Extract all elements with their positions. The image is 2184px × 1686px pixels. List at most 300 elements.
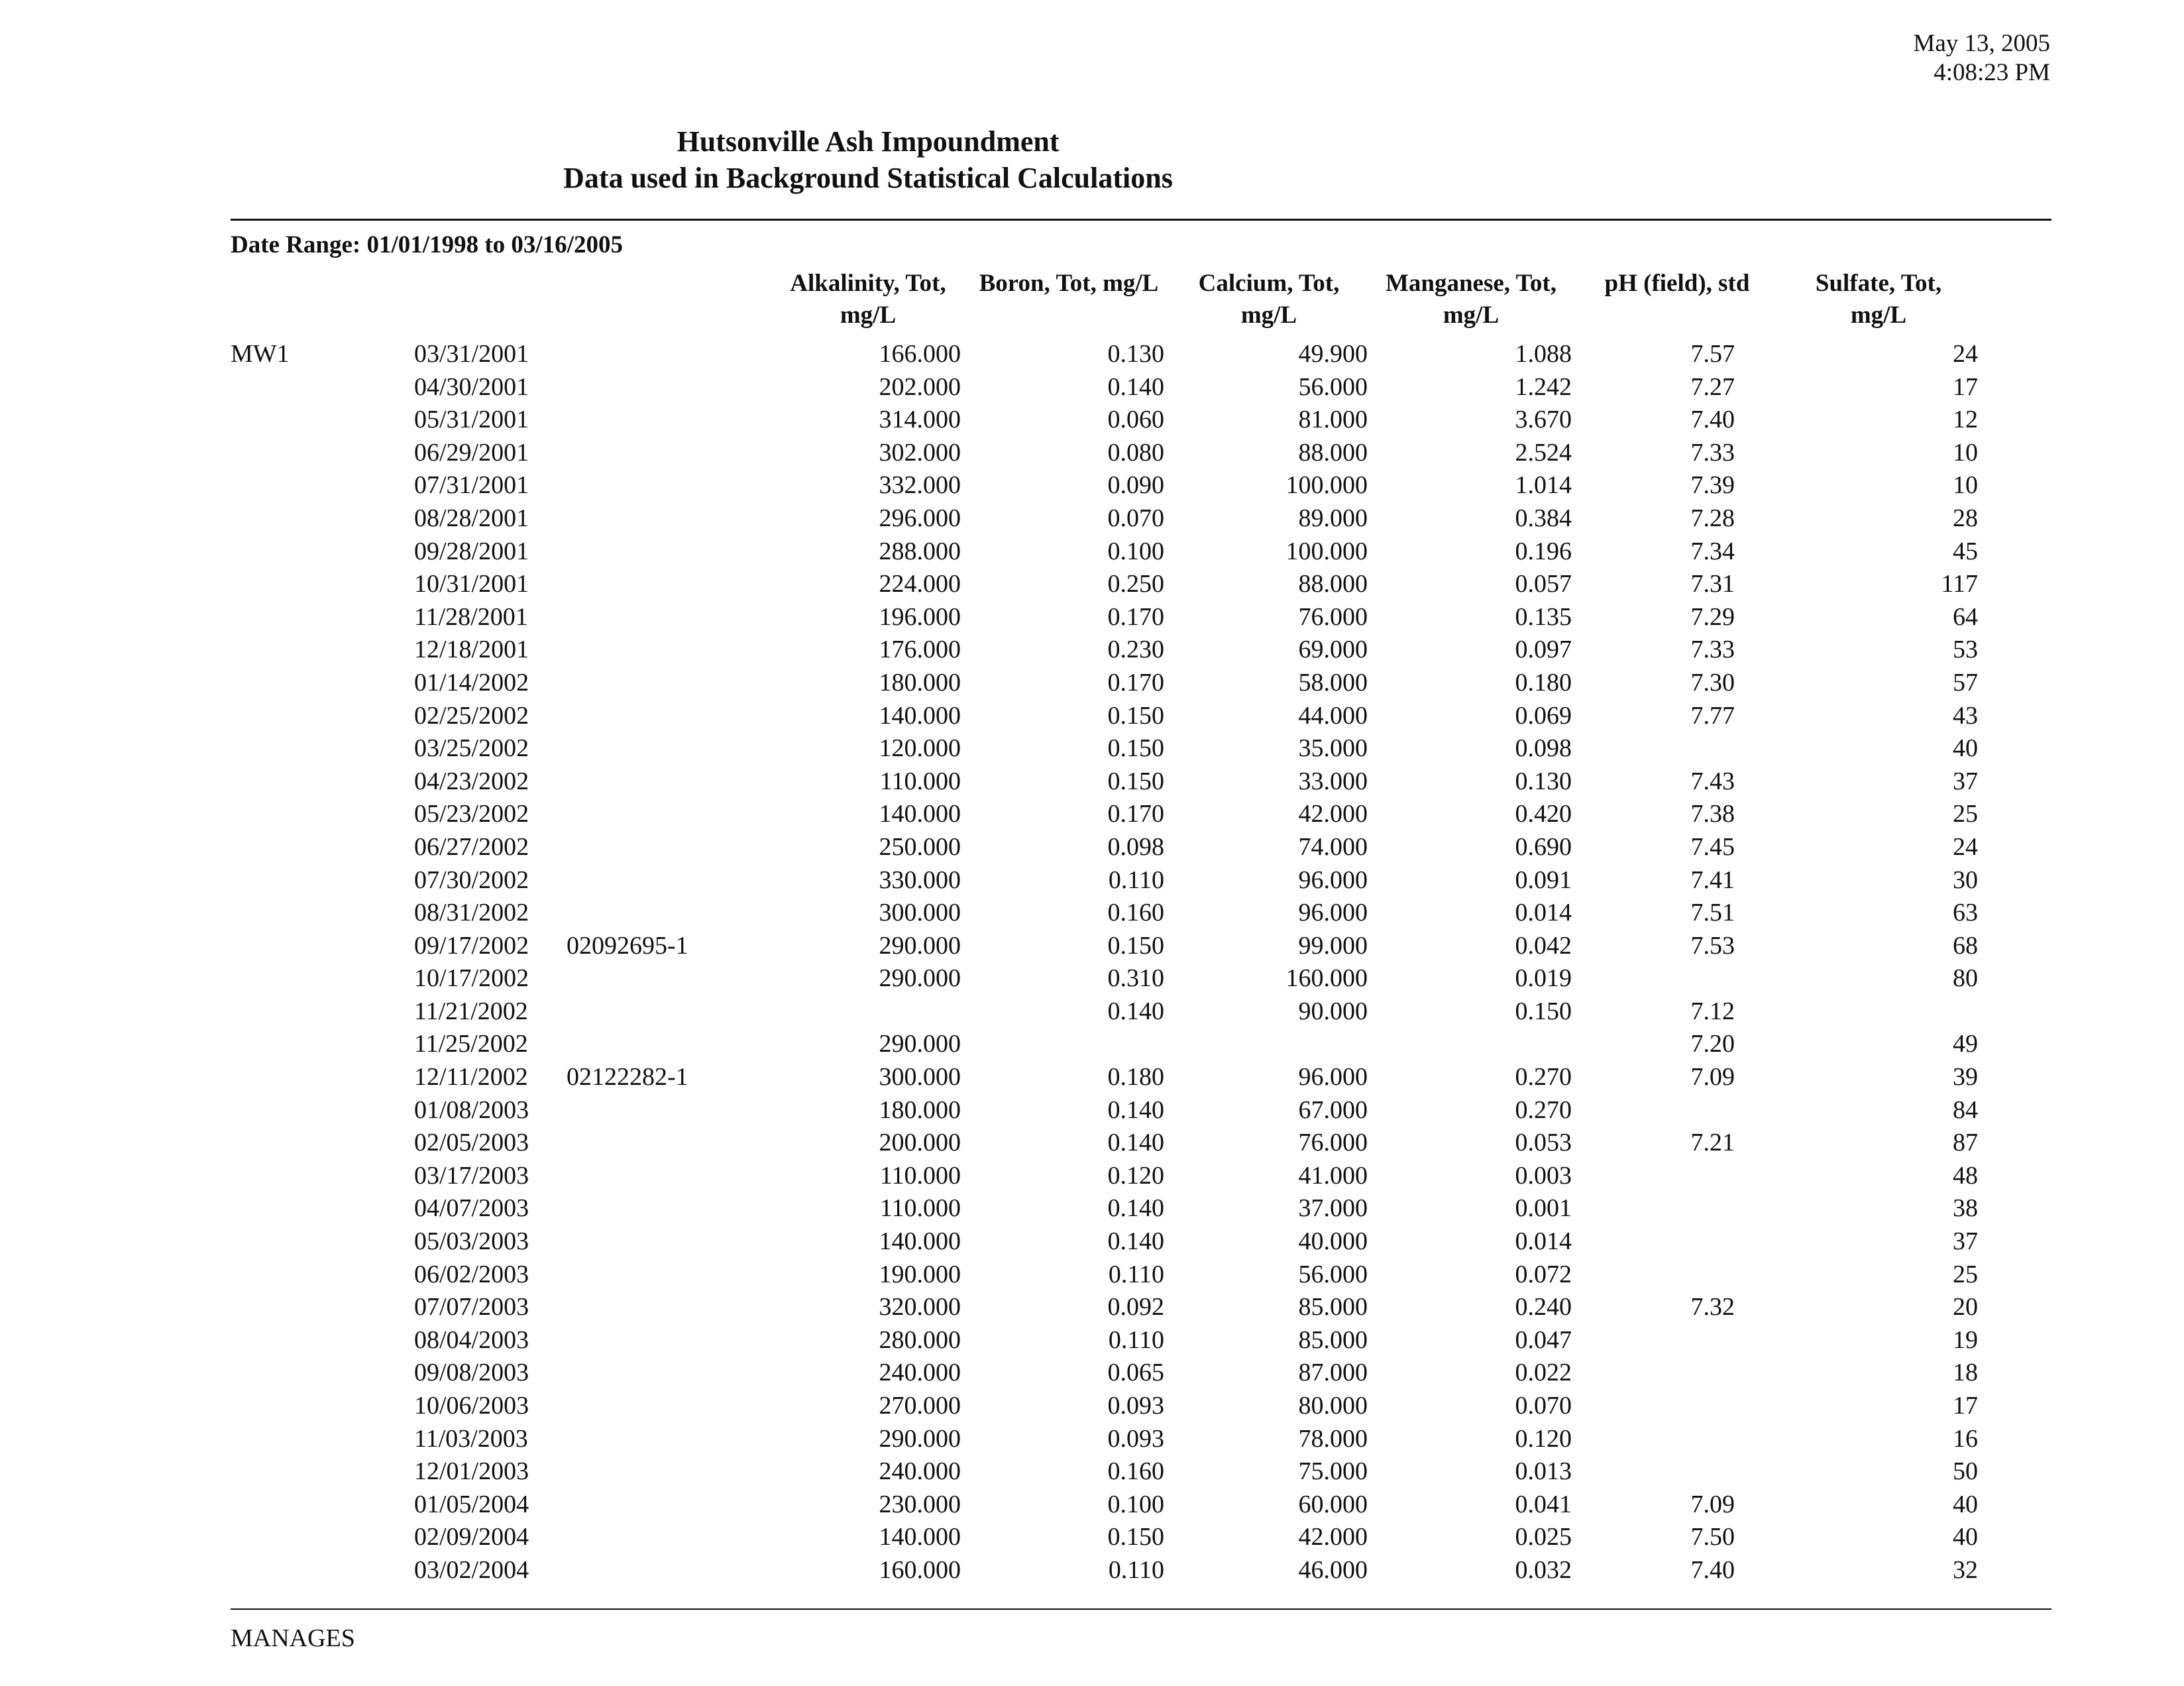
ph-value: 7.39 (1690, 471, 1735, 500)
table-row (0, 732, 2184, 765)
sulfate-value: 38 (1953, 1194, 1978, 1223)
table-row (0, 1324, 2184, 1357)
calcium-value: 90.000 (1298, 997, 1368, 1025)
boron-value: 0.140 (1107, 1129, 1164, 1157)
ph-value: 7.12 (1690, 997, 1735, 1025)
manganese-value: 0.240 (1515, 1293, 1572, 1321)
sample-date: 07/31/2001 (414, 471, 529, 500)
table-row (0, 1094, 2184, 1127)
alkalinity-value: 140.000 (879, 800, 961, 828)
ph-value: 7.33 (1690, 636, 1735, 664)
table-row (0, 930, 2184, 963)
ph-value: 7.33 (1690, 438, 1735, 467)
sulfate-value: 32 (1953, 1555, 1978, 1584)
boron-value: 0.110 (1108, 1325, 1164, 1354)
manganese-value: 0.270 (1515, 1096, 1572, 1124)
table-row (0, 962, 2184, 995)
sulfate-value: 25 (1953, 800, 1978, 828)
sample-date: 12/18/2001 (414, 636, 529, 664)
calcium-value: 56.000 (1298, 372, 1368, 401)
boron-value: 0.098 (1107, 832, 1164, 861)
boron-value: 0.140 (1107, 1227, 1164, 1256)
ph-value: 7.28 (1690, 504, 1735, 532)
table-row (0, 1192, 2184, 1225)
sample-date: 08/28/2001 (414, 504, 529, 532)
column-header-boron: Boron, Tot, mg/L (979, 270, 1159, 297)
sulfate-value: 64 (1953, 602, 1978, 631)
calcium-value: 42.000 (1298, 1523, 1368, 1551)
boron-value: 0.093 (1107, 1424, 1164, 1453)
sulfate-value: 40 (1953, 1523, 1978, 1551)
sample-date: 04/30/2001 (414, 372, 529, 401)
manganese-value: 0.014 (1515, 1227, 1572, 1256)
manganese-value: 0.098 (1515, 734, 1572, 763)
alkalinity-value: 300.000 (879, 1063, 961, 1092)
sulfate-value: 87 (1953, 1129, 1978, 1157)
sulfate-value: 17 (1953, 372, 1978, 401)
column-header-sulfate: Sulfate, Tot, mg/L (1815, 270, 1942, 329)
alkalinity-value: 280.000 (879, 1325, 961, 1354)
sulfate-value: 50 (1953, 1457, 1978, 1486)
column-header-ph: pH (field), std (1604, 270, 1750, 297)
manganese-value: 0.003 (1515, 1161, 1572, 1190)
table-row (0, 568, 2184, 601)
manganese-value: 0.053 (1515, 1129, 1572, 1157)
table-row (0, 1390, 2184, 1423)
boron-value: 0.150 (1107, 734, 1164, 763)
boron-value: 0.092 (1107, 1293, 1164, 1321)
sulfate-value: 40 (1953, 734, 1978, 763)
sample-date: 04/07/2003 (414, 1194, 529, 1223)
alkalinity-value: 180.000 (879, 668, 961, 697)
manganese-value: 0.047 (1515, 1325, 1572, 1354)
alkalinity-value: 240.000 (879, 1359, 961, 1387)
sulfate-value: 30 (1953, 866, 1978, 894)
calcium-value: 96.000 (1298, 1063, 1368, 1092)
calcium-value: 81.000 (1298, 406, 1368, 434)
table-row (0, 469, 2184, 502)
calcium-value: 80.000 (1298, 1392, 1368, 1420)
column-header-manganese: Manganese, Tot, mg/L (1385, 270, 1556, 329)
table-row (0, 897, 2184, 930)
sulfate-value: 24 (1953, 832, 1978, 861)
sulfate-value: 39 (1953, 1063, 1978, 1092)
table-row (0, 864, 2184, 897)
table-row (0, 700, 2184, 733)
ph-value: 7.43 (1690, 767, 1735, 795)
calcium-value: 100.000 (1285, 537, 1368, 565)
ph-value: 7.57 (1690, 340, 1735, 368)
alkalinity-value: 330.000 (879, 866, 961, 894)
footer-label: MANAGES (231, 1624, 355, 1652)
table-row (0, 1160, 2184, 1193)
table-row (0, 765, 2184, 799)
table-row (0, 1225, 2184, 1259)
boron-value: 0.140 (1107, 1096, 1164, 1124)
alkalinity-value: 224.000 (879, 570, 961, 598)
header-rule (231, 219, 2051, 221)
sulfate-value: 63 (1953, 899, 1978, 927)
calcium-value: 99.000 (1298, 931, 1368, 960)
manganese-value: 0.097 (1515, 636, 1572, 664)
alkalinity-value: 290.000 (879, 931, 961, 960)
calcium-value: 56.000 (1298, 1260, 1368, 1288)
manganese-value: 1.014 (1515, 471, 1572, 500)
boron-value: 0.090 (1107, 471, 1164, 500)
sample-date: 04/23/2002 (414, 767, 529, 795)
ph-value: 7.53 (1690, 931, 1735, 960)
calcium-value: 67.000 (1298, 1096, 1368, 1124)
sulfate-value: 10 (1953, 471, 1978, 500)
sample-date: 10/17/2002 (414, 964, 529, 993)
report-title (0, 123, 1736, 196)
boron-value: 0.140 (1107, 1194, 1164, 1223)
alkalinity-value: 270.000 (879, 1392, 961, 1420)
boron-value: 0.150 (1107, 931, 1164, 960)
table-row (0, 1028, 2184, 1061)
sample-date: 05/03/2003 (414, 1227, 529, 1256)
calcium-value: 35.000 (1298, 734, 1368, 763)
manganese-value: 0.019 (1515, 964, 1572, 993)
calcium-value: 78.000 (1298, 1424, 1368, 1453)
boron-value: 0.150 (1107, 701, 1164, 730)
ph-value: 7.27 (1690, 372, 1735, 401)
manganese-value: 3.670 (1515, 406, 1572, 434)
sulfate-value: 40 (1953, 1490, 1978, 1518)
ph-value: 7.34 (1690, 537, 1735, 565)
boron-value: 0.110 (1108, 1555, 1164, 1584)
manganese-value: 0.022 (1515, 1359, 1572, 1387)
boron-value: 0.100 (1107, 537, 1164, 565)
manganese-value: 0.130 (1515, 767, 1572, 795)
sulfate-value: 10 (1953, 438, 1978, 467)
manganese-value: 0.690 (1515, 832, 1572, 861)
sample-date: 06/29/2001 (414, 438, 529, 467)
ph-value: 7.50 (1690, 1523, 1735, 1551)
manganese-value: 0.135 (1515, 602, 1572, 631)
alkalinity-value: 240.000 (879, 1457, 961, 1486)
sample-date: 09/28/2001 (414, 537, 529, 565)
ph-value: 7.29 (1690, 602, 1735, 631)
alkalinity-value: 140.000 (879, 1227, 961, 1256)
sample-date: 11/25/2002 (414, 1030, 528, 1058)
calcium-value: 42.000 (1298, 800, 1368, 828)
alkalinity-value: 230.000 (879, 1490, 961, 1518)
sulfate-value: 28 (1953, 504, 1978, 532)
manganese-value: 0.270 (1515, 1063, 1572, 1092)
sulfate-value: 12 (1953, 406, 1978, 434)
manganese-value: 0.420 (1515, 800, 1572, 828)
alkalinity-value: 202.000 (879, 372, 961, 401)
table-row (0, 1423, 2184, 1456)
boron-value: 0.140 (1107, 372, 1164, 401)
boron-value: 0.250 (1107, 570, 1164, 598)
title-line-1: Hutsonville Ash Impoundment (677, 125, 1060, 158)
table-row (0, 404, 2184, 437)
ph-value: 7.51 (1690, 899, 1735, 927)
boron-value: 0.170 (1107, 602, 1164, 631)
calcium-value: 96.000 (1298, 899, 1368, 927)
boron-value: 0.070 (1107, 504, 1164, 532)
sample-date: 08/04/2003 (414, 1325, 529, 1354)
sample-date: 06/02/2003 (414, 1260, 529, 1288)
lab-id: 02092695-1 (567, 931, 688, 960)
calcium-value: 85.000 (1298, 1325, 1368, 1354)
sample-date: 01/14/2002 (414, 668, 529, 697)
manganese-value: 0.196 (1515, 537, 1572, 565)
calcium-value: 33.000 (1298, 767, 1368, 795)
sample-date: 02/25/2002 (414, 701, 529, 730)
sample-date: 09/08/2003 (414, 1359, 529, 1387)
alkalinity-value: 300.000 (879, 899, 961, 927)
manganese-value: 0.001 (1515, 1194, 1572, 1223)
boron-value: 0.130 (1107, 340, 1164, 368)
table-row (0, 437, 2184, 470)
ph-value: 7.41 (1690, 866, 1735, 894)
table-row (0, 1554, 2184, 1587)
alkalinity-value: 332.000 (879, 471, 961, 500)
manganese-value: 0.025 (1515, 1523, 1572, 1551)
alkalinity-value: 250.000 (879, 832, 961, 861)
sulfate-value: 117 (1941, 570, 1978, 598)
alkalinity-value: 302.000 (879, 438, 961, 467)
table-row (0, 338, 2184, 371)
manganese-value: 0.042 (1515, 931, 1572, 960)
sample-date: 05/23/2002 (414, 800, 529, 828)
manganese-value: 0.070 (1515, 1392, 1572, 1420)
manganese-value: 0.384 (1515, 504, 1572, 532)
sulfate-value: 16 (1953, 1424, 1978, 1453)
ph-value: 7.20 (1690, 1030, 1735, 1058)
boron-value: 0.150 (1107, 1523, 1164, 1551)
report-time: 4:08:23 PM (1934, 59, 2050, 86)
sulfate-value: 17 (1953, 1392, 1978, 1420)
alkalinity-value: 288.000 (879, 537, 961, 565)
sulfate-value: 25 (1953, 1260, 1978, 1288)
sulfate-value: 45 (1953, 537, 1978, 565)
table-row (0, 535, 2184, 569)
calcium-value: 44.000 (1298, 701, 1368, 730)
sample-date: 10/31/2001 (414, 570, 529, 598)
alkalinity-value: 190.000 (879, 1260, 961, 1288)
alkalinity-value: 296.000 (879, 504, 961, 532)
calcium-value: 37.000 (1298, 1194, 1368, 1223)
manganese-value: 0.057 (1515, 570, 1572, 598)
boron-value: 0.170 (1107, 800, 1164, 828)
manganese-value: 0.013 (1515, 1457, 1572, 1486)
sample-date: 08/31/2002 (414, 899, 529, 927)
boron-value: 0.120 (1107, 1161, 1164, 1190)
sample-date: 07/07/2003 (414, 1293, 529, 1321)
sulfate-value: 37 (1953, 1227, 1978, 1256)
sulfate-value: 43 (1953, 701, 1978, 730)
boron-value: 0.140 (1107, 997, 1164, 1025)
sample-date: 09/17/2002 (414, 931, 529, 960)
sulfate-value: 18 (1953, 1359, 1978, 1387)
boron-value: 0.060 (1107, 406, 1164, 434)
sample-date: 01/08/2003 (414, 1096, 529, 1124)
data-table-body (0, 338, 2184, 1587)
alkalinity-value: 166.000 (879, 340, 961, 368)
calcium-value: 46.000 (1298, 1555, 1368, 1584)
manganese-value: 0.091 (1515, 866, 1572, 894)
ph-value: 7.38 (1690, 800, 1735, 828)
sample-date: 07/30/2002 (414, 866, 529, 894)
calcium-value: 87.000 (1298, 1359, 1368, 1387)
calcium-value: 75.000 (1298, 1457, 1368, 1486)
report-date: May 13, 2005 (1913, 30, 2050, 57)
manganese-value: 0.014 (1515, 899, 1572, 927)
calcium-value: 69.000 (1298, 636, 1368, 664)
ph-value: 7.09 (1690, 1490, 1735, 1518)
boron-value: 0.230 (1107, 636, 1164, 664)
table-row (0, 1489, 2184, 1522)
alkalinity-value: 110.000 (879, 1161, 961, 1190)
boron-value: 0.065 (1107, 1359, 1164, 1387)
alkalinity-value: 200.000 (879, 1129, 961, 1157)
calcium-value: 76.000 (1298, 602, 1368, 631)
alkalinity-value: 290.000 (879, 964, 961, 993)
manganese-value: 2.524 (1515, 438, 1572, 467)
boron-value: 0.180 (1107, 1063, 1164, 1092)
alkalinity-value: 180.000 (879, 1096, 961, 1124)
table-row (0, 995, 2184, 1029)
sample-date: 12/11/2002 (414, 1063, 528, 1092)
sulfate-value: 24 (1953, 340, 1978, 368)
sulfate-value: 49 (1953, 1030, 1978, 1058)
table-row (0, 798, 2184, 831)
table-row (0, 1291, 2184, 1324)
calcium-value: 160.000 (1285, 964, 1368, 993)
ph-value: 7.40 (1690, 406, 1735, 434)
manganese-value: 0.180 (1515, 668, 1572, 697)
sample-date: 02/05/2003 (414, 1129, 529, 1157)
sulfate-value: 53 (1953, 636, 1978, 664)
table-row (0, 502, 2184, 535)
sample-date: 03/31/2001 (414, 340, 529, 368)
table-row (0, 667, 2184, 700)
date-range: Date Range: 01/01/1998 to 03/16/2005 (231, 231, 623, 258)
ph-value: 7.32 (1690, 1293, 1735, 1321)
alkalinity-value: 140.000 (879, 701, 961, 730)
boron-value: 0.110 (1108, 1260, 1164, 1288)
sample-date: 03/17/2003 (414, 1161, 529, 1190)
table-row (0, 1061, 2184, 1094)
sample-date: 10/06/2003 (414, 1392, 529, 1420)
sample-date: 11/21/2002 (414, 997, 528, 1025)
sulfate-value: 37 (1953, 767, 1978, 795)
manganese-value: 0.150 (1515, 997, 1572, 1025)
boron-value: 0.160 (1107, 899, 1164, 927)
lab-id: 02122282-1 (567, 1063, 688, 1092)
well-id: MW1 (231, 340, 290, 368)
calcium-value: 74.000 (1298, 832, 1368, 861)
table-row (0, 371, 2184, 404)
calcium-value: 88.000 (1298, 570, 1368, 598)
alkalinity-value: 160.000 (879, 1555, 961, 1584)
calcium-value: 100.000 (1285, 471, 1368, 500)
title-line-2: Data used in Background Statistical Calculations (563, 162, 1173, 194)
footer-rule (231, 1608, 2051, 1610)
calcium-value: 40.000 (1298, 1227, 1368, 1256)
ph-value: 7.30 (1690, 668, 1735, 697)
alkalinity-value: 196.000 (879, 602, 961, 631)
calcium-value: 88.000 (1298, 438, 1368, 467)
calcium-value: 58.000 (1298, 668, 1368, 697)
table-row (0, 1259, 2184, 1292)
table-row (0, 1455, 2184, 1489)
calcium-value: 89.000 (1298, 504, 1368, 532)
sulfate-value: 48 (1953, 1161, 1978, 1190)
manganese-value: 0.032 (1515, 1555, 1572, 1584)
calcium-value: 41.000 (1298, 1161, 1368, 1190)
alkalinity-value: 176.000 (879, 636, 961, 664)
sulfate-value: 80 (1953, 964, 1978, 993)
report-timestamp (1913, 29, 2050, 87)
boron-value: 0.170 (1107, 668, 1164, 697)
alkalinity-value: 120.000 (879, 734, 961, 763)
sample-date: 03/02/2004 (414, 1555, 529, 1584)
column-header-alkalinity: Alkalinity, Tot, mg/L (790, 270, 946, 329)
alkalinity-value: 140.000 (879, 1523, 961, 1551)
sulfate-value: 84 (1953, 1096, 1978, 1124)
sample-date: 03/25/2002 (414, 734, 529, 763)
sample-date: 11/28/2001 (414, 602, 528, 631)
manganese-value: 0.041 (1515, 1490, 1572, 1518)
alkalinity-value: 320.000 (879, 1293, 961, 1321)
boron-value: 0.100 (1107, 1490, 1164, 1518)
manganese-value: 1.088 (1515, 340, 1572, 368)
manganese-value: 0.120 (1515, 1424, 1572, 1453)
calcium-value: 85.000 (1298, 1293, 1368, 1321)
sulfate-value: 68 (1953, 931, 1978, 960)
table-row (0, 601, 2184, 634)
calcium-value: 49.900 (1298, 340, 1368, 368)
table-row (0, 634, 2184, 667)
boron-value: 0.093 (1107, 1392, 1164, 1420)
sample-date: 11/03/2003 (414, 1424, 528, 1453)
sulfate-value: 57 (1953, 668, 1978, 697)
sample-date: 06/27/2002 (414, 832, 529, 861)
sample-date: 01/05/2004 (414, 1490, 529, 1518)
alkalinity-value: 290.000 (879, 1424, 961, 1453)
ph-value: 7.45 (1690, 832, 1735, 861)
sulfate-value: 20 (1953, 1293, 1978, 1321)
table-row (0, 1357, 2184, 1390)
ph-value: 7.31 (1690, 570, 1735, 598)
boron-value: 0.150 (1107, 767, 1164, 795)
alkalinity-value: 290.000 (879, 1030, 961, 1058)
table-row (0, 1127, 2184, 1160)
column-header-calcium: Calcium, Tot, mg/L (1198, 270, 1340, 329)
boron-value: 0.080 (1107, 438, 1164, 467)
table-row (0, 1521, 2184, 1554)
alkalinity-value: 110.000 (879, 767, 961, 795)
boron-value: 0.160 (1107, 1457, 1164, 1486)
ph-value: 7.21 (1690, 1129, 1735, 1157)
sample-date: 02/09/2004 (414, 1523, 529, 1551)
calcium-value: 96.000 (1298, 866, 1368, 894)
sample-date: 12/01/2003 (414, 1457, 529, 1486)
calcium-value: 76.000 (1298, 1129, 1368, 1157)
sample-date: 05/31/2001 (414, 406, 529, 434)
calcium-value: 60.000 (1298, 1490, 1368, 1518)
ph-value: 7.77 (1690, 701, 1735, 730)
boron-value: 0.110 (1108, 866, 1164, 894)
alkalinity-value: 314.000 (879, 406, 961, 434)
manganese-value: 1.242 (1515, 372, 1572, 401)
manganese-value: 0.069 (1515, 701, 1572, 730)
